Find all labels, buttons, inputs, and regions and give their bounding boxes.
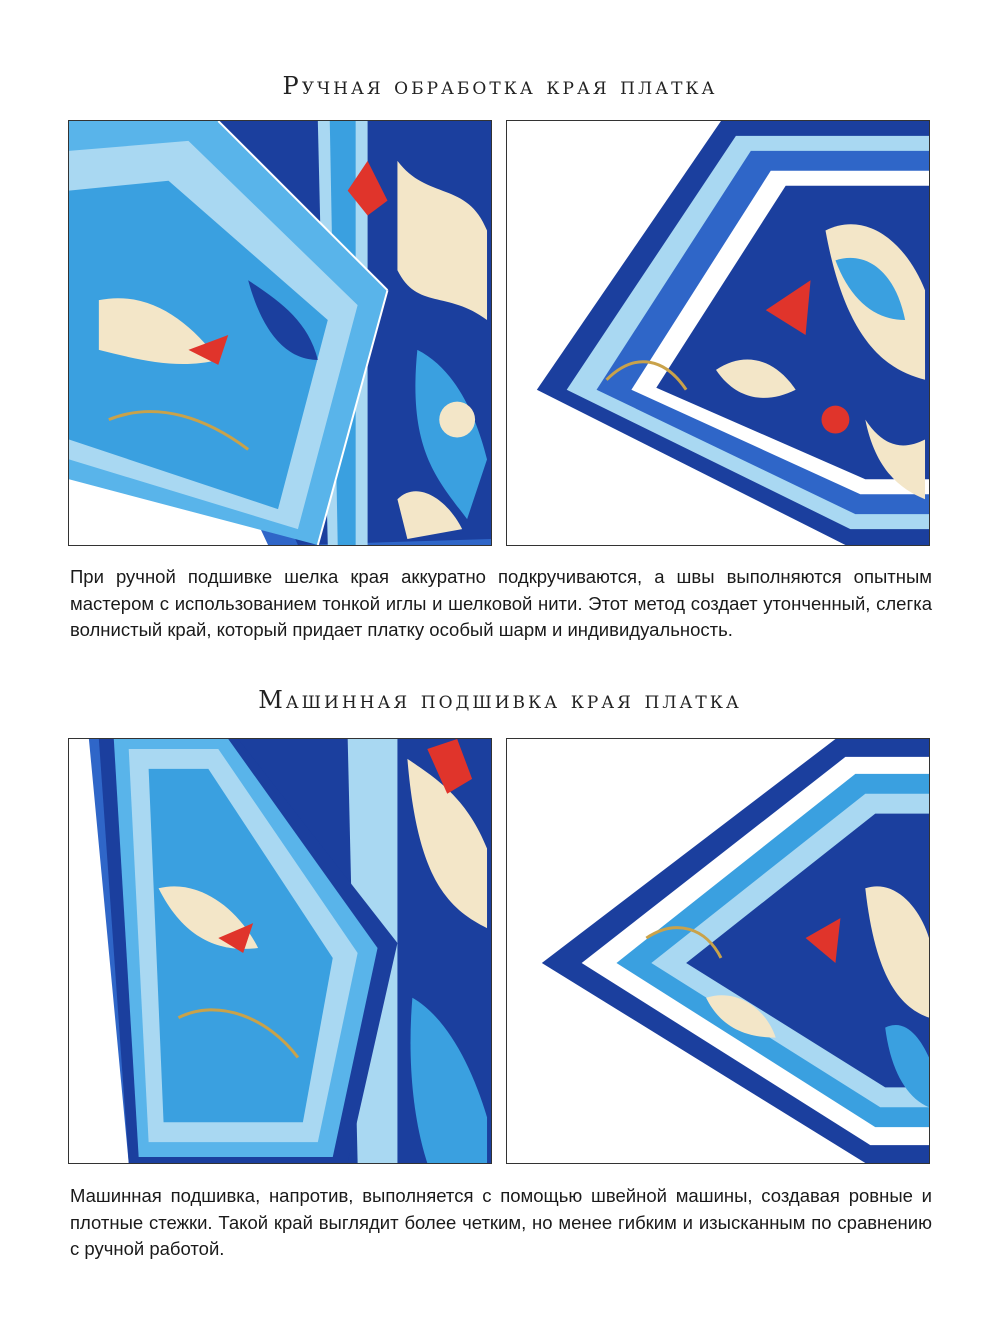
section-1-title: Ручная обработка края платка — [282, 72, 718, 100]
hand-rolled-edge-photo-2 — [506, 120, 930, 546]
scarf-corner-image — [507, 121, 929, 545]
machine-stitched-edge-photo-2 — [506, 738, 930, 1164]
hand-rolled-edge-photo-1 — [68, 120, 492, 546]
scarf-folded-corner-image — [69, 739, 491, 1163]
section-2-title: Машинная подшивка края платка — [258, 686, 742, 714]
scarf-folded-corner-image — [69, 121, 491, 545]
scarf-corner-image — [507, 739, 929, 1163]
machine-stitched-edge-photo-1 — [68, 738, 492, 1164]
hand-rolled-description: При ручной подшивке шелка края аккуратно подкручиваются, а швы выполняются опытным мастером с использованием тонкой иглы и шелковой нити. Этот метод создает утонченный, слегка волнистый край, который придает платку особый шарм и индивидуальность. — [70, 566, 932, 640]
machine-stitched-description: Машинная подшивка, напротив, выполняется с помощью швейной машины, создавая ровные и плотные стежки. Такой край выглядит более четким, но менее гибким и изысканным по сравнению с ручной работой. — [70, 1185, 932, 1259]
